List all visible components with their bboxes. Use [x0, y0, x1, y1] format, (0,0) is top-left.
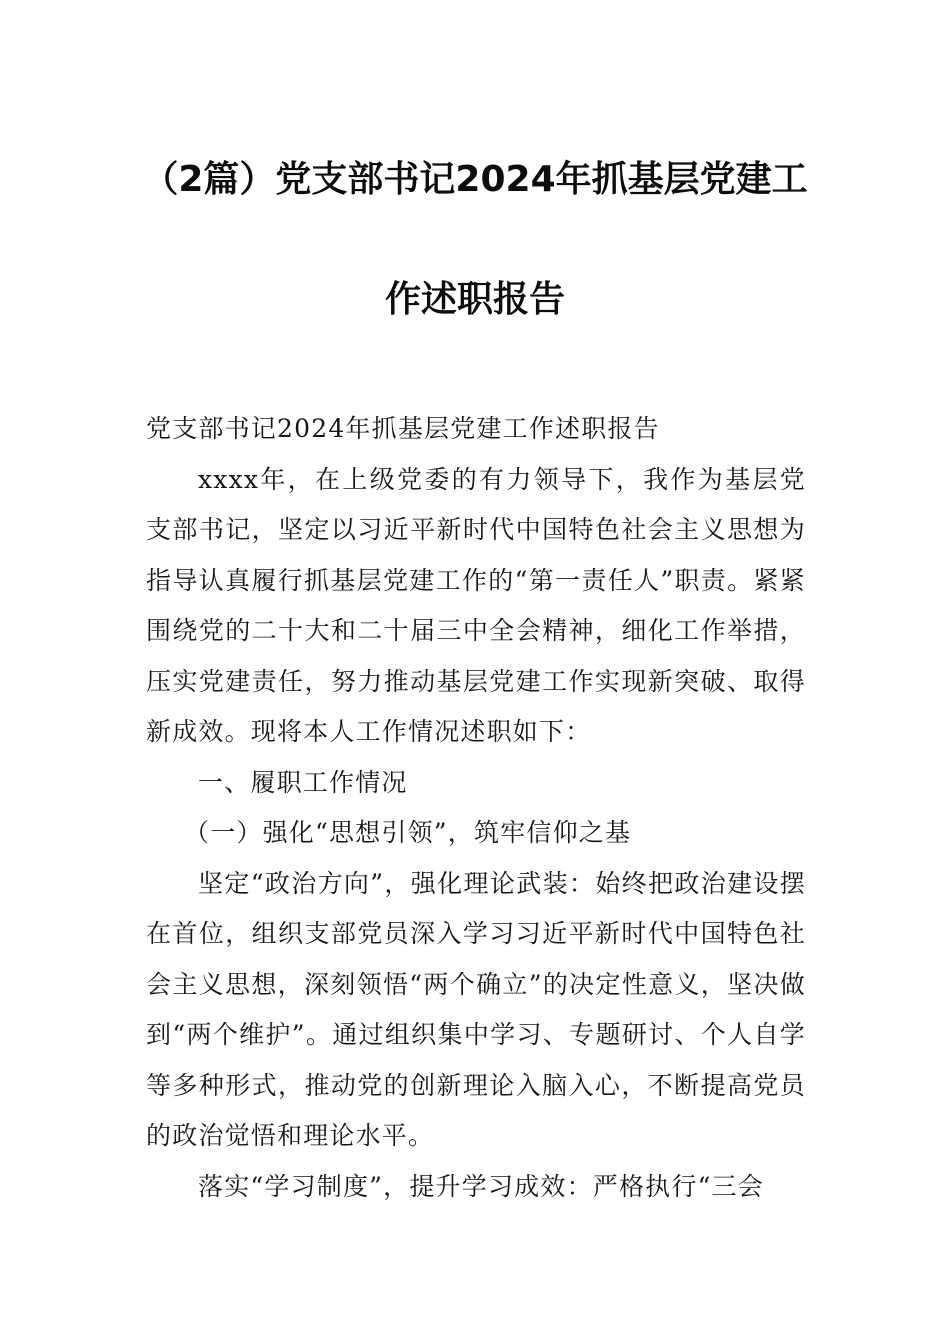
intro-paragraph: xxxx年，在上级党委的有力领导下，我作为基层党支部书记，坚定以习近平新时代中国特色社会主义思想为指导认真履行抓基层党建工作的“第一责任人”职责。紧紧围绕党的二十大和二十届三中全会精神，细化工作举措，压实党建责任，努力推动基层党建工作实现新突破、取得新成效。现将本人工作情况述职如下：	[146, 464, 806, 746]
document-title-line-2: 作述职报告	[384, 279, 565, 320]
paragraph-political-direction: 坚定“政治方向”，强化理论武装：始终把政治建设摆在首位，组织支部党员深入学习习近平新时代中国特色社会主义思想，深刻领悟“两个确立”的决定性意义，坚决做到“两个维护”。通过组织集中学习、专题研讨、个人自学等多种形式，推动党的创新理论入脑入心，不断提高党员的政治觉悟和理论水平。	[146, 868, 806, 1150]
document-body	[146, 404, 806, 1212]
document-subtitle: 党支部书记2024年抓基层党建工作述职报告	[146, 414, 660, 443]
subsection-heading-1: （一）强化“思想引领”，筑牢信仰之基	[184, 818, 632, 847]
paragraph-study-system: 落实“学习制度”，提升学习成效：严格执行“三会	[198, 1171, 764, 1201]
section-heading-1: 一、履职工作情况	[198, 767, 408, 797]
document-title-line-1: （2篇）党支部书记2024年抓基层党建工	[142, 159, 808, 200]
